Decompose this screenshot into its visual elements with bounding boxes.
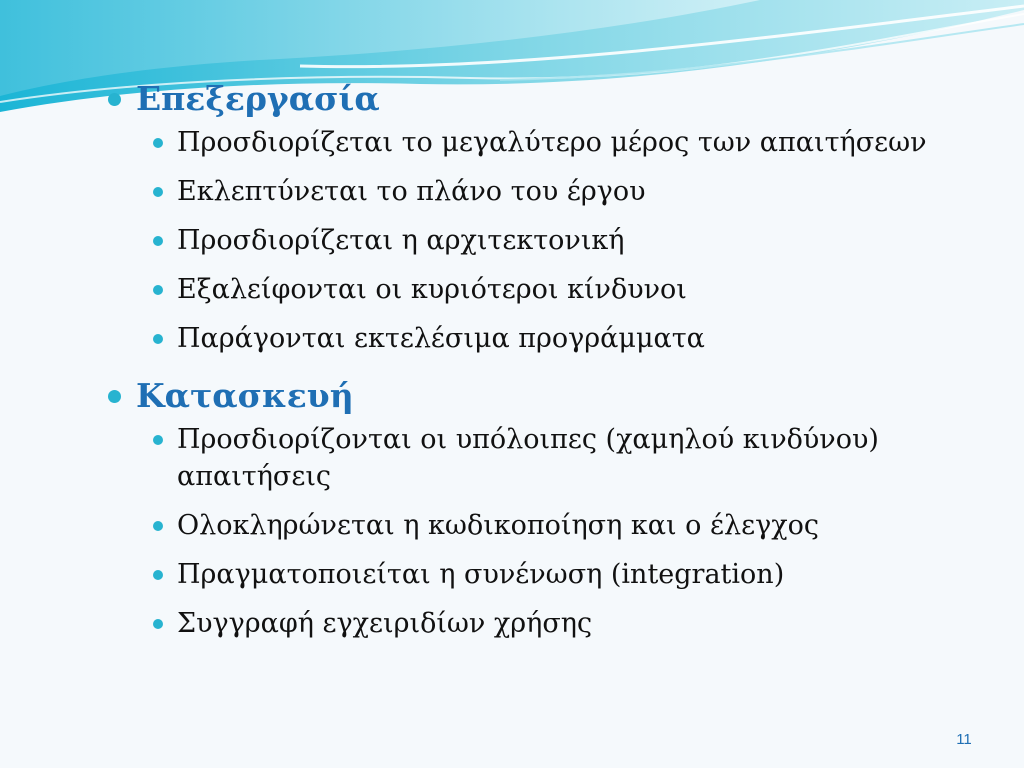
bullet-icon (108, 390, 121, 403)
list-item-text: Συγγραφή εγχειριδίων χρήσης (177, 608, 593, 639)
slide-content (106, 74, 986, 654)
list-item (149, 271, 986, 308)
bullet-icon (153, 334, 163, 344)
list-item-text: Ολοκληρώνεται η κωδικοποίηση και ο έλεγχος (177, 510, 819, 541)
list-item-text: Προσδιορίζονται οι υπόλοιπες (χαμηλού κινδύνου) απαιτήσεις (177, 424, 879, 492)
list-item (149, 222, 986, 259)
page-number: 11 (956, 731, 972, 748)
list-item-text: Προσδιορίζεται η αρχιτεκτονική (177, 225, 625, 256)
section-title-text: Επεξεργασία (136, 79, 380, 118)
bullet-icon (153, 187, 163, 197)
list-item-text: Εκλεπτύνεται το πλάνο του έργου (177, 176, 646, 207)
bullet-icon (153, 236, 163, 246)
list-item-text: Παράγονται εκτελέσιμα προγράμματα (177, 323, 705, 354)
section-title-text: Κατασκευή (136, 376, 354, 415)
bullet-icon (153, 138, 163, 148)
list-item (149, 173, 986, 210)
bullet-icon (153, 435, 163, 445)
section-title (106, 74, 986, 124)
bullet-icon (153, 521, 163, 531)
list-item (149, 605, 986, 642)
list-item-text: Προσδιορίζεται το μεγαλύτερο μέρος των απαιτήσεων (177, 127, 927, 158)
section-elaboration (106, 74, 986, 357)
section-construction (106, 371, 986, 642)
bullet-icon (108, 93, 121, 106)
section-title (106, 371, 986, 421)
bullet-icon (153, 285, 163, 295)
list-item (149, 124, 986, 161)
list-item (149, 421, 986, 495)
bullet-list (106, 124, 986, 357)
list-item-text: Εξαλείφονται οι κυριότεροι κίνδυνοι (177, 274, 687, 305)
bullet-icon (153, 570, 163, 580)
list-item (149, 556, 986, 593)
list-item (149, 320, 986, 357)
list-item (149, 507, 986, 544)
bullet-list (106, 421, 986, 642)
list-item-text: Πραγματοποιείται η συνένωση (integration) (177, 559, 785, 590)
bullet-icon (153, 619, 163, 629)
